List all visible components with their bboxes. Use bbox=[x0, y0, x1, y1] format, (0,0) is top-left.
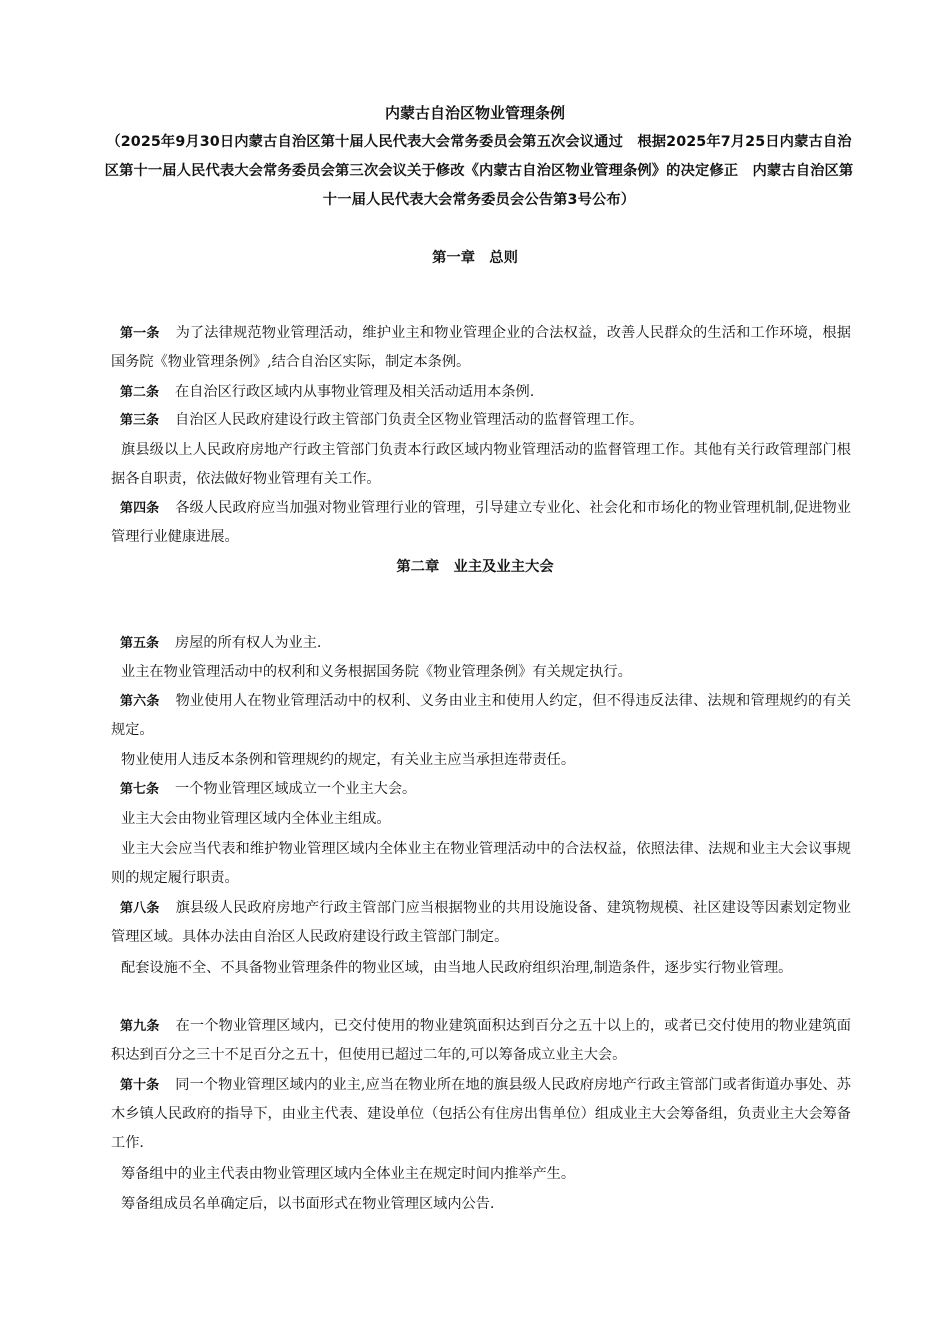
article-text: 在一个物业管理区域内，已交付使用的物业建筑面积达到百分之五十以上的，或者已交付使用的物业建筑面积达到百分之三十不足百分之五十，但使用已超过二年的,可以筹备成立业主大会。 bbox=[111, 1018, 851, 1063]
article-text: 业主大会应当代表和维护物业管理区域内全体业主在物业管理活动中的合法权益，依照法律、法规和业主大会议事规则的规定履行职责。 bbox=[111, 841, 851, 886]
article-paragraph bbox=[111, 494, 851, 552]
article-text: 房屋的所有权人为业主. bbox=[175, 635, 322, 651]
article-text: 为了法律规范物业管理活动，维护业主和物业管理企业的合法权益，改善人民群众的生活和工作环境，根据国务院《物业管理条例》,结合自治区实际，制定本条例。 bbox=[111, 325, 851, 370]
document-subtitle: （2025年9月30日内蒙古自治区第十届人民代表大会常务委员会第五次会议通过 根据2025年7月25日内蒙古自治区第十一届人民代表大会常务委员会第三次会议关于修改《内蒙古自治区物业管理条例》的决定修正 内蒙古自治区第十一届人民代表大会常务委员会公告第3号公布） bbox=[104, 134, 854, 208]
article-text: 物业使用人在物业管理活动中的权利、义务由业主和使用人约定，但不得违反法律、法规和管理规约的有关规定。 bbox=[111, 693, 851, 738]
article-paragraph bbox=[111, 1160, 851, 1189]
article-text: 一个物业管理区域成立一个业主大会。 bbox=[175, 781, 417, 797]
article-number: 第七条 bbox=[120, 782, 160, 797]
article-paragraph bbox=[111, 954, 851, 983]
article-paragraph bbox=[111, 894, 851, 952]
article-paragraph bbox=[111, 406, 851, 435]
article-number: 第十条 bbox=[120, 1078, 160, 1093]
article-number: 第四条 bbox=[120, 501, 160, 516]
article-paragraph bbox=[111, 746, 851, 775]
article-text: 各级人民政府应当加强对物业管理行业的管理，引导建立专业化、社会化和市场化的物业管理机制,促进物业管理行业健康进展。 bbox=[111, 500, 851, 545]
article-number: 第一条 bbox=[120, 326, 160, 341]
article-paragraph bbox=[111, 436, 851, 494]
article-paragraph bbox=[111, 1012, 851, 1070]
article-paragraph bbox=[111, 629, 851, 658]
article-text: 物业使用人违反本条例和管理规约的规定，有关业主应当承担连带责任。 bbox=[121, 752, 576, 768]
article-number: 第二条 bbox=[120, 385, 160, 400]
article-paragraph bbox=[111, 805, 851, 834]
article-paragraph bbox=[111, 1071, 851, 1158]
article-text: 筹备组中的业主代表由物业管理区域内全体业主在规定时间内推举产生。 bbox=[121, 1166, 576, 1182]
article-text: 业主大会由物业管理区域内全体业主组成。 bbox=[121, 811, 391, 827]
article-paragraph bbox=[111, 378, 851, 407]
article-paragraph bbox=[111, 658, 851, 687]
article-paragraph bbox=[111, 835, 851, 893]
article-text: 旗县级以上人民政府房地产行政主管部门负责本行政区域内物业管理活动的监督管理工作。其他有关行政管理部门根据各自职责，依法做好物业管理有关工作。 bbox=[111, 442, 851, 487]
article-number: 第八条 bbox=[120, 901, 160, 916]
article-paragraph bbox=[111, 687, 851, 745]
chapter-heading: 第一章 总则 bbox=[432, 250, 518, 266]
document-title: 内蒙古自治区物业管理条例 bbox=[384, 104, 565, 122]
article-text: 筹备组成员名单确定后，以书面形式在物业管理区域内公告. bbox=[121, 1196, 495, 1212]
article-number: 第九条 bbox=[120, 1019, 160, 1034]
article-text: 业主在物业管理活动中的权利和义务根据国务院《物业管理条例》有关规定执行。 bbox=[121, 664, 632, 680]
article-text: 在自治区行政区域内从事物业管理及相关活动适用本条例. bbox=[175, 384, 535, 400]
article-text: 配套设施不全、不具备物业管理条件的物业区域，由当地人民政府组织治理,制造条件，逐步实行物业管理。 bbox=[121, 960, 793, 976]
article-text: 同一个物业管理区域内的业主,应当在物业所在地的旗县级人民政府房地产行政主管部门或者街道办事处、苏木乡镇人民政府的指导下，由业主代表、建设单位（包括公有住房出售单位）组成业主大会筹备组，负责业主大会筹备工作. bbox=[111, 1077, 851, 1151]
article-paragraph bbox=[111, 1190, 851, 1219]
article-number: 第五条 bbox=[120, 636, 160, 651]
article-number: 第三条 bbox=[120, 413, 160, 428]
article-paragraph bbox=[111, 775, 851, 804]
chapter-heading: 第二章 业主及业主大会 bbox=[396, 559, 554, 575]
article-paragraph bbox=[111, 319, 851, 377]
article-number: 第六条 bbox=[120, 694, 160, 709]
article-text: 自治区人民政府建设行政主管部门负责全区物业管理活动的监督管理工作。 bbox=[175, 412, 644, 428]
article-text: 旗县级人民政府房地产行政主管部门应当根据物业的共用设施设备、建筑物规模、社区建设等因素划定物业管理区域。具体办法由自治区人民政府建设行政主管部门制定。 bbox=[111, 900, 851, 945]
